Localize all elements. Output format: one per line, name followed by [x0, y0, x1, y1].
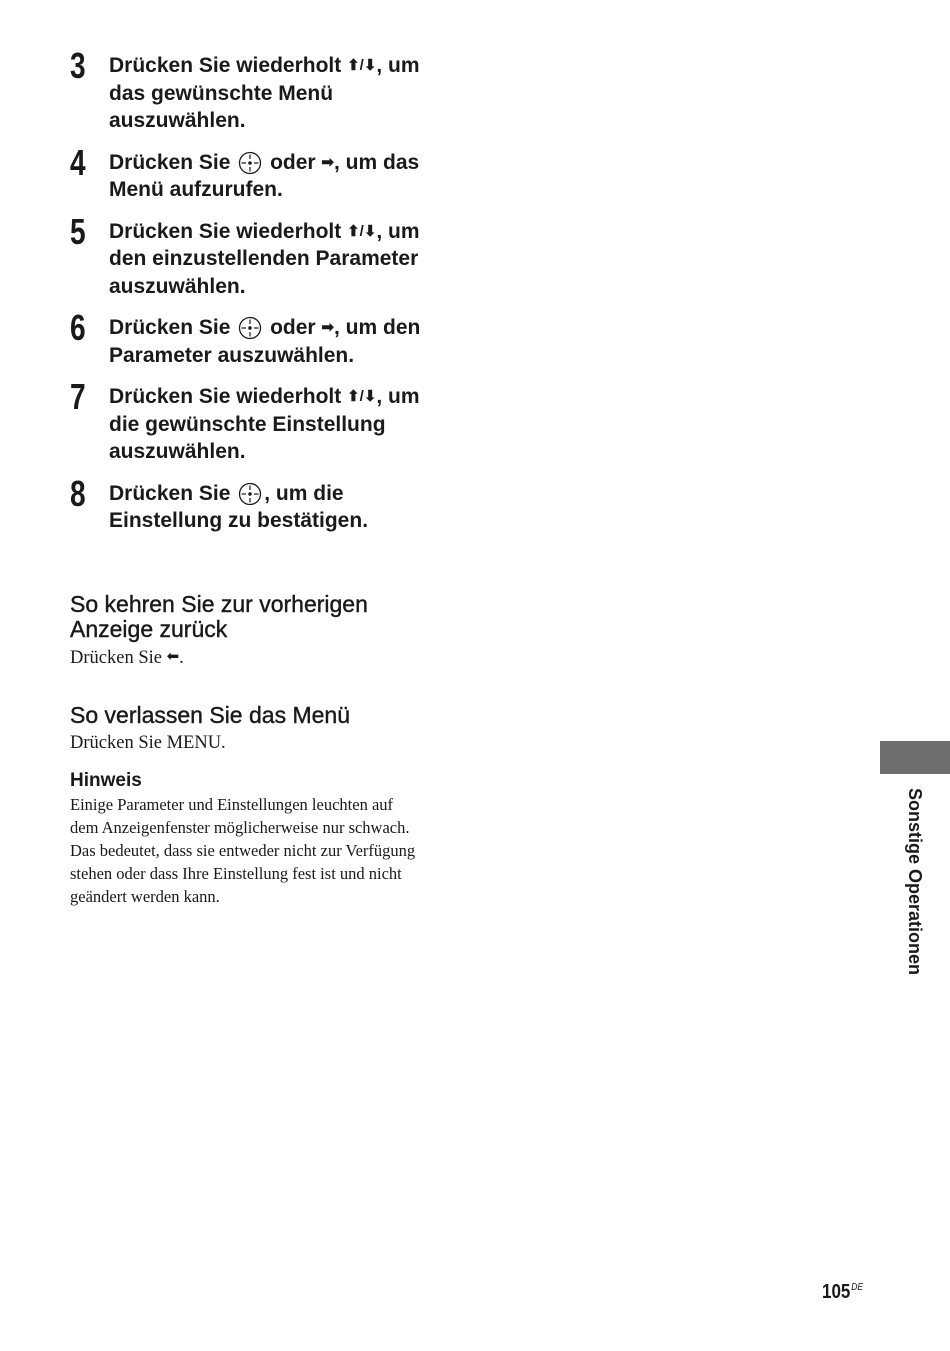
back-section-heading — [70, 592, 470, 642]
step-list — [70, 45, 470, 549]
back-heading-line-2: Anzeige zurück — [70, 616, 228, 642]
step-number: 7 — [70, 376, 86, 417]
step-number: 5 — [70, 210, 86, 252]
up-down-arrows-icon: ⬆/⬇ — [347, 388, 377, 405]
step-line — [109, 314, 470, 342]
up-down-arrows-icon: ⬆/⬇ — [347, 57, 377, 74]
step-line-text: auszuwählen. — [109, 274, 246, 298]
exit-section — [70, 703, 470, 755]
step-text — [109, 218, 470, 301]
right-arrow-icon: ➡ — [321, 319, 334, 336]
step-item — [70, 472, 470, 535]
back-body-period: . — [179, 648, 184, 668]
step-line-text: Drücken Sie wiederholt — [109, 385, 348, 408]
step-line-text: den einzustellenden Parameter — [109, 247, 419, 270]
step-number: 3 — [70, 45, 86, 86]
step-line-text: , um die — [264, 481, 344, 505]
enter-button-icon — [238, 151, 262, 175]
note-line: Das bedeutet, dass sie entweder nicht zur Verfügung — [70, 841, 416, 860]
step-item — [70, 376, 470, 466]
step-number: 4 — [70, 141, 86, 183]
step-line — [109, 507, 470, 535]
step-line-text: Drücken Sie — [109, 316, 237, 339]
step-number: 6 — [70, 307, 86, 348]
step-line — [109, 480, 470, 508]
step-text — [109, 383, 470, 466]
step-item — [70, 210, 470, 301]
step-item — [70, 307, 470, 369]
step-text — [109, 149, 470, 204]
step-item — [70, 45, 470, 135]
step-number: 8 — [70, 472, 86, 514]
page-number — [822, 1281, 863, 1304]
step-line-text: Drücken Sie wiederholt — [109, 219, 348, 243]
step-line — [109, 383, 470, 411]
step-line — [109, 245, 470, 273]
note-heading: Hinweis — [70, 770, 142, 791]
step-line-text: , um — [376, 385, 420, 408]
step-line — [109, 52, 470, 80]
page-language-suffix: DE — [851, 1282, 864, 1293]
note-line: geändert werden kann. — [70, 887, 220, 906]
page-number-value: 105 — [822, 1281, 851, 1303]
note-line: Einige Parameter und Einstellungen leuchten auf — [70, 795, 394, 814]
step-line-text: die gewünschte Einstellung — [109, 412, 386, 436]
step-line-text: Drücken Sie — [109, 481, 237, 505]
step-line — [109, 273, 470, 301]
enter-button-icon — [238, 316, 262, 340]
step-line-text: Drücken Sie — [109, 150, 237, 174]
step-line-text: , um den — [334, 316, 421, 339]
note-line: dem Anzeigenfenster möglicherweise nur schwach. — [70, 818, 410, 837]
note-line: stehen oder dass Ihre Einstellung fest ist und nicht — [70, 864, 402, 883]
step-line-text: Einstellung zu bestätigen. — [109, 509, 369, 532]
step-line-text: , um — [376, 219, 420, 243]
step-line-text: oder — [264, 316, 322, 339]
exit-section-body: Drücken Sie MENU. — [70, 733, 226, 753]
step-line — [109, 218, 470, 246]
back-heading-line-1: So kehren Sie zur vorherigen — [70, 591, 368, 617]
step-item — [70, 141, 470, 204]
step-line — [109, 80, 470, 108]
step-line-text: , um das — [334, 150, 420, 174]
step-text — [109, 314, 470, 369]
right-arrow-icon: ➡ — [321, 153, 334, 171]
step-line-text: , um — [376, 54, 420, 77]
step-line — [109, 342, 470, 370]
step-line-text: Parameter auszuwählen. — [109, 343, 355, 367]
enter-button-icon — [238, 482, 262, 506]
step-line-text: Drücken Sie wiederholt — [109, 54, 348, 77]
step-text — [109, 52, 470, 135]
back-section-body — [70, 646, 470, 670]
step-line — [109, 176, 470, 204]
back-body-text: Drücken Sie — [70, 648, 167, 668]
section-tab-marker — [880, 741, 950, 774]
up-down-arrows-icon: ⬆/⬇ — [347, 222, 377, 240]
step-line — [109, 149, 470, 177]
note-section — [70, 769, 490, 908]
note-body — [70, 793, 490, 908]
step-line-text: oder — [264, 150, 322, 174]
step-line-text: auszuwählen. — [109, 440, 246, 463]
left-arrow-icon: ⬅ — [166, 649, 180, 665]
back-section — [70, 592, 470, 670]
step-text — [109, 480, 470, 535]
step-line-text: Menü aufzurufen. — [109, 178, 283, 201]
section-tab-label: Sonstige Operationen — [905, 788, 925, 976]
step-line — [109, 438, 470, 466]
step-line — [109, 107, 470, 135]
step-line — [109, 411, 470, 439]
exit-section-heading: So verlassen Sie das Menü — [70, 702, 350, 728]
step-line-text: auszuwählen. — [109, 109, 246, 132]
step-line-text: das gewünschte Menü — [109, 81, 334, 105]
